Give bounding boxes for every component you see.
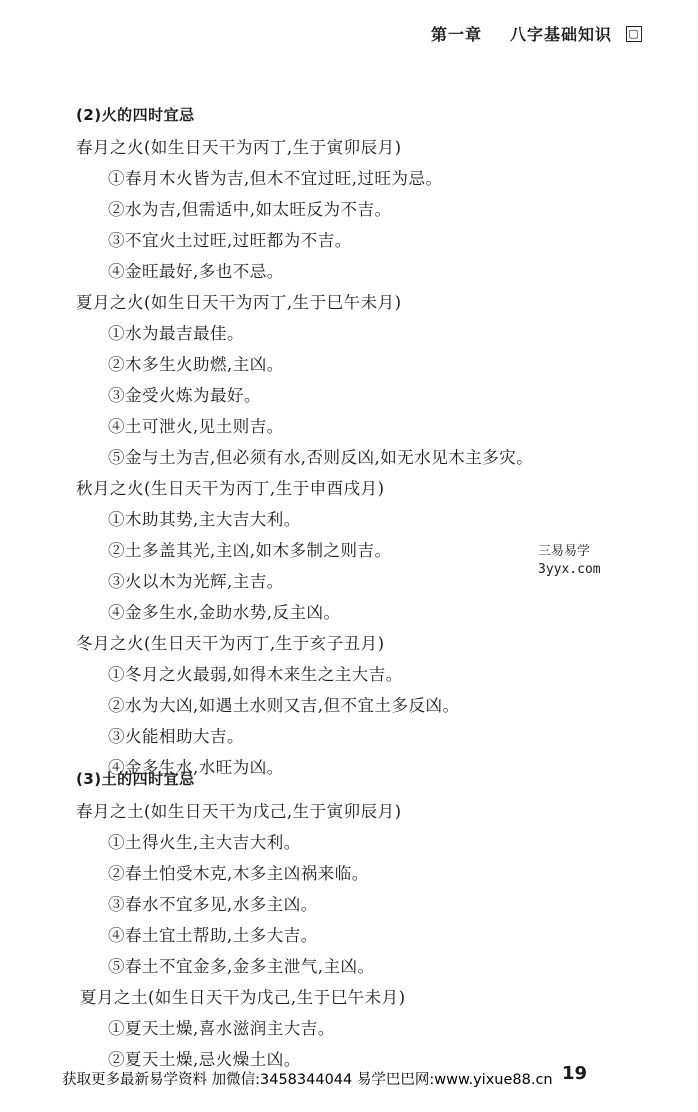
- rule-item: ②水为吉,但需适中,如太旺反为不吉。: [108, 200, 392, 219]
- rule-item: ②土多盖其光,主凶,如木多制之则吉。: [108, 541, 392, 560]
- rule-item: ②水为大凶,如遇土水则又吉,但不宜土多反凶。: [108, 696, 460, 715]
- rule-item: ③金受火炼为最好。: [108, 386, 261, 405]
- rule-item: ③春水不宜多见,水多主凶。: [108, 895, 318, 914]
- season-title: 春月之火(如生日天干为丙丁,生于寅卯辰月): [76, 138, 402, 157]
- section-heading: (2)火的四时宜忌: [76, 106, 195, 124]
- rule-item: ④金旺最好,多也不忌。: [108, 262, 284, 281]
- section-heading: (3)土的四时宜忌: [76, 770, 195, 788]
- season-title: 春月之土(如生日天干为戊己,生于寅卯辰月): [76, 802, 402, 821]
- rule-item: ②木多生火助燃,主凶。: [108, 355, 284, 374]
- rule-item: ④春土宜土帮助,土多大吉。: [108, 926, 318, 945]
- rule-item: ③火以木为光辉,主吉。: [108, 572, 284, 591]
- rule-item: ②夏天土燥,忌火燥土凶。: [108, 1050, 301, 1069]
- page-header: [431, 22, 642, 45]
- rule-item: ①水为最吉最佳。: [108, 324, 244, 343]
- rule-item: ③不宜火土过旺,过旺都为不吉。: [108, 231, 352, 250]
- page-number: 19: [562, 1063, 588, 1084]
- season-title: 夏月之火(如生日天干为丙丁,生于巳午未月): [76, 293, 402, 312]
- footer-note: 获取更多最新易学资料 加微信:3458344044 易学巴巴网:www.yixue88.cn: [62, 1072, 553, 1088]
- rule-item: ①土得火生,主大吉大利。: [108, 833, 301, 852]
- watermark-url: 3yyx.com: [538, 562, 601, 577]
- chapter-title: 八字基础知识: [509, 25, 612, 44]
- season-title: 秋月之火(生日天干为丙丁,生于申酉戌月): [76, 479, 385, 498]
- rule-item: ②春土怕受木克,木多主凶祸来临。: [108, 864, 369, 883]
- rule-item: ④金多生水,金助水势,反主凶。: [108, 603, 341, 622]
- rule-item: ④金多生水,水旺为凶。: [108, 758, 284, 777]
- rule-item: ①夏天土燥,喜水滋润主大吉。: [108, 1019, 335, 1038]
- rule-item: ⑤春土不宜金多,金多主泄气,主凶。: [108, 957, 375, 976]
- rule-item: ①冬月之火最弱,如得木来生之主大吉。: [108, 665, 403, 684]
- watermark-text: 三易易学: [538, 544, 591, 559]
- rule-item: ①春月木火皆为吉,但木不宜过旺,过旺为忌。: [108, 169, 443, 188]
- season-title: 夏月之土(如生日天干为戊己,生于巳午未月): [80, 988, 406, 1007]
- rule-item: ④土可泄火,见土则吉。: [108, 417, 284, 436]
- chapter-number: 第一章: [430, 25, 482, 44]
- rule-item: ⑤金与土为吉,但必须有水,否则反凶,如无水见木主多灾。: [108, 448, 534, 467]
- rule-item: ③火能相助大吉。: [108, 727, 244, 746]
- boxed-square-icon: ▢: [626, 26, 642, 42]
- rule-item: ①木助其势,主大吉大利。: [108, 510, 301, 529]
- season-title: 冬月之火(生日天干为丙丁,生于亥子丑月): [76, 634, 385, 653]
